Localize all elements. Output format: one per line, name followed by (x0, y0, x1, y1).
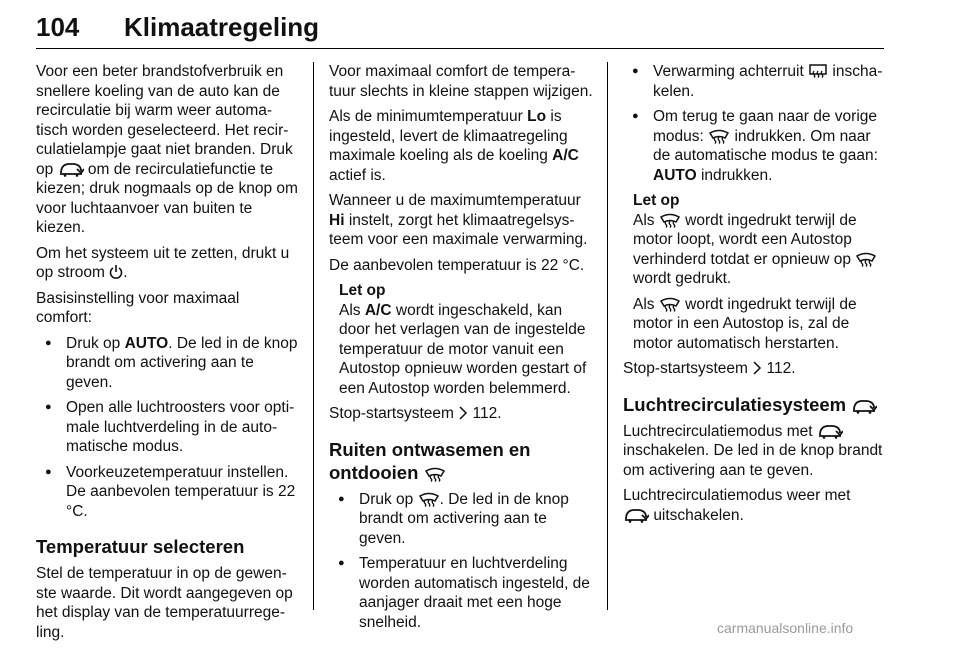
note-text: Als wordt ingedrukt terwijl de motor loopt, wordt een Autostop verhinderd totdat er opnieuw op wordt gedrukt. (633, 211, 885, 289)
paragraph: Luchtrecirculatiemodus weer met uitschakelen. (623, 487, 851, 524)
note-heading: Let op (339, 282, 386, 299)
section-heading: Temperatuur selecteren (36, 536, 245, 557)
windscreen-defrost-icon (424, 466, 446, 482)
windscreen-defrost-icon (659, 296, 681, 312)
column-divider-1 (313, 62, 314, 610)
windscreen-defrost-icon (708, 128, 730, 144)
recirculation-icon (623, 507, 649, 523)
paragraph: Als de minimumtemperatuur Lo is ingesteld, levert de klimaatregeling maximale koeling als de koeling A/C actief is. (329, 108, 579, 184)
note-text: Als wordt ingedrukt terwijl de motor in een Autostop is, zal de motor automatisch herstarten. (633, 295, 857, 352)
column-3 (623, 62, 885, 531)
bullet-list (623, 62, 885, 185)
column-divider-2 (607, 62, 608, 610)
windscreen-defrost-icon (659, 212, 681, 228)
paragraph: Voor maximaal comfort de temperatuur slechts in kleine stappen wijzigen. (329, 63, 593, 100)
power-icon (109, 264, 123, 280)
windscreen-defrost-icon (855, 251, 877, 267)
bullet-list (36, 334, 298, 522)
page-number: 104 (36, 12, 80, 42)
recirculation-icon (58, 161, 84, 177)
note-box (329, 281, 593, 398)
note-heading: Let op (633, 192, 680, 209)
paragraph: Stel de temperatuur in op de gewenste waarde. Dit wordt aangegeven op het display van de temperatuurregeling. (36, 565, 293, 641)
rear-window-heating-icon (808, 63, 828, 79)
page-title: Klimaatregeling (124, 12, 320, 42)
column-2 (329, 62, 593, 638)
list-item: ● Druk op AUTO. De led in de knop brandt om activering aan te geven. (36, 334, 298, 393)
paragraph: De aanbevolen temperatuur is 22 °C. (329, 256, 585, 274)
windscreen-defrost-icon (418, 491, 440, 507)
paragraph: Luchtrecirculatiemodus met inschakelen. De led in de knop brandt om activering aan te geven. (623, 422, 883, 479)
list-item: ● Temperatuur en luchtverdeling worden automatisch ingesteld, de aanjager draait met een hoge snelheid. (329, 554, 593, 632)
paragraph: Wanneer u de maximumtemperatuur Hi instelt, zorgt het klimaatregelsysteem voor een maximale verwarming. (329, 192, 588, 248)
list-item: ● Druk op . De led in de knop brandt om activering aan te geven. (329, 490, 593, 549)
note-box (623, 191, 885, 353)
column-1 (36, 62, 298, 648)
paragraph: Basisinstelling voor maximaal comfort: (36, 289, 240, 326)
paragraph: Om het systeem uit te zetten, drukt u op stroom . (36, 244, 290, 281)
cross-reference: Stop-startsysteem 112. (329, 405, 502, 422)
list-item: ● Verwarming achterruit inschakelen. (623, 62, 885, 101)
section-heading: Luchtrecirculatiesysteem (623, 393, 885, 416)
bullet-list (329, 490, 593, 633)
cross-reference: Stop-startsysteem 112. (623, 360, 796, 377)
watermark: carmanualsonline.info (717, 620, 854, 636)
list-item: ● Open alle luchtroosters voor optimale luchtverdeling in de automatische modus. (36, 398, 298, 457)
list-item: ● Voorkeuzetemperatuur instellen. De aanbevolen temperatuur is 22 °C. (36, 463, 298, 522)
list-item: ● Om terug te gaan naar de vorige modus: indrukken. Om naar de automatische modus te gaan: AUTO indrukken. (623, 107, 885, 185)
arrow-reference-icon (458, 405, 468, 421)
header-rule (36, 48, 884, 49)
recirculation-icon (851, 398, 877, 414)
note-text: Als A/C wordt ingeschakeld, kan door het verlagen van de ingestelde temperatuur de motor vanuit een Autostop opnieuw worden gestart of een Autostop worden belemmerd. (339, 301, 587, 397)
arrow-reference-icon (752, 360, 762, 376)
recirculation-icon (817, 423, 843, 439)
section-heading: Ruiten ontwasemen en ontdooien (329, 438, 531, 483)
page-header (36, 4, 884, 48)
paragraph: Voor een beter brandstofverbruik en snellere koeling van de auto kan de recirculatie bij warm weer automatisch worden geselecteerd. Het recirculatielampje gaat niet branden. Druk op om de recirculatiefunctie te kiezen; druk nogmaals op de knop om voor luchtaanvoer van buiten te kiezen. (36, 63, 298, 236)
